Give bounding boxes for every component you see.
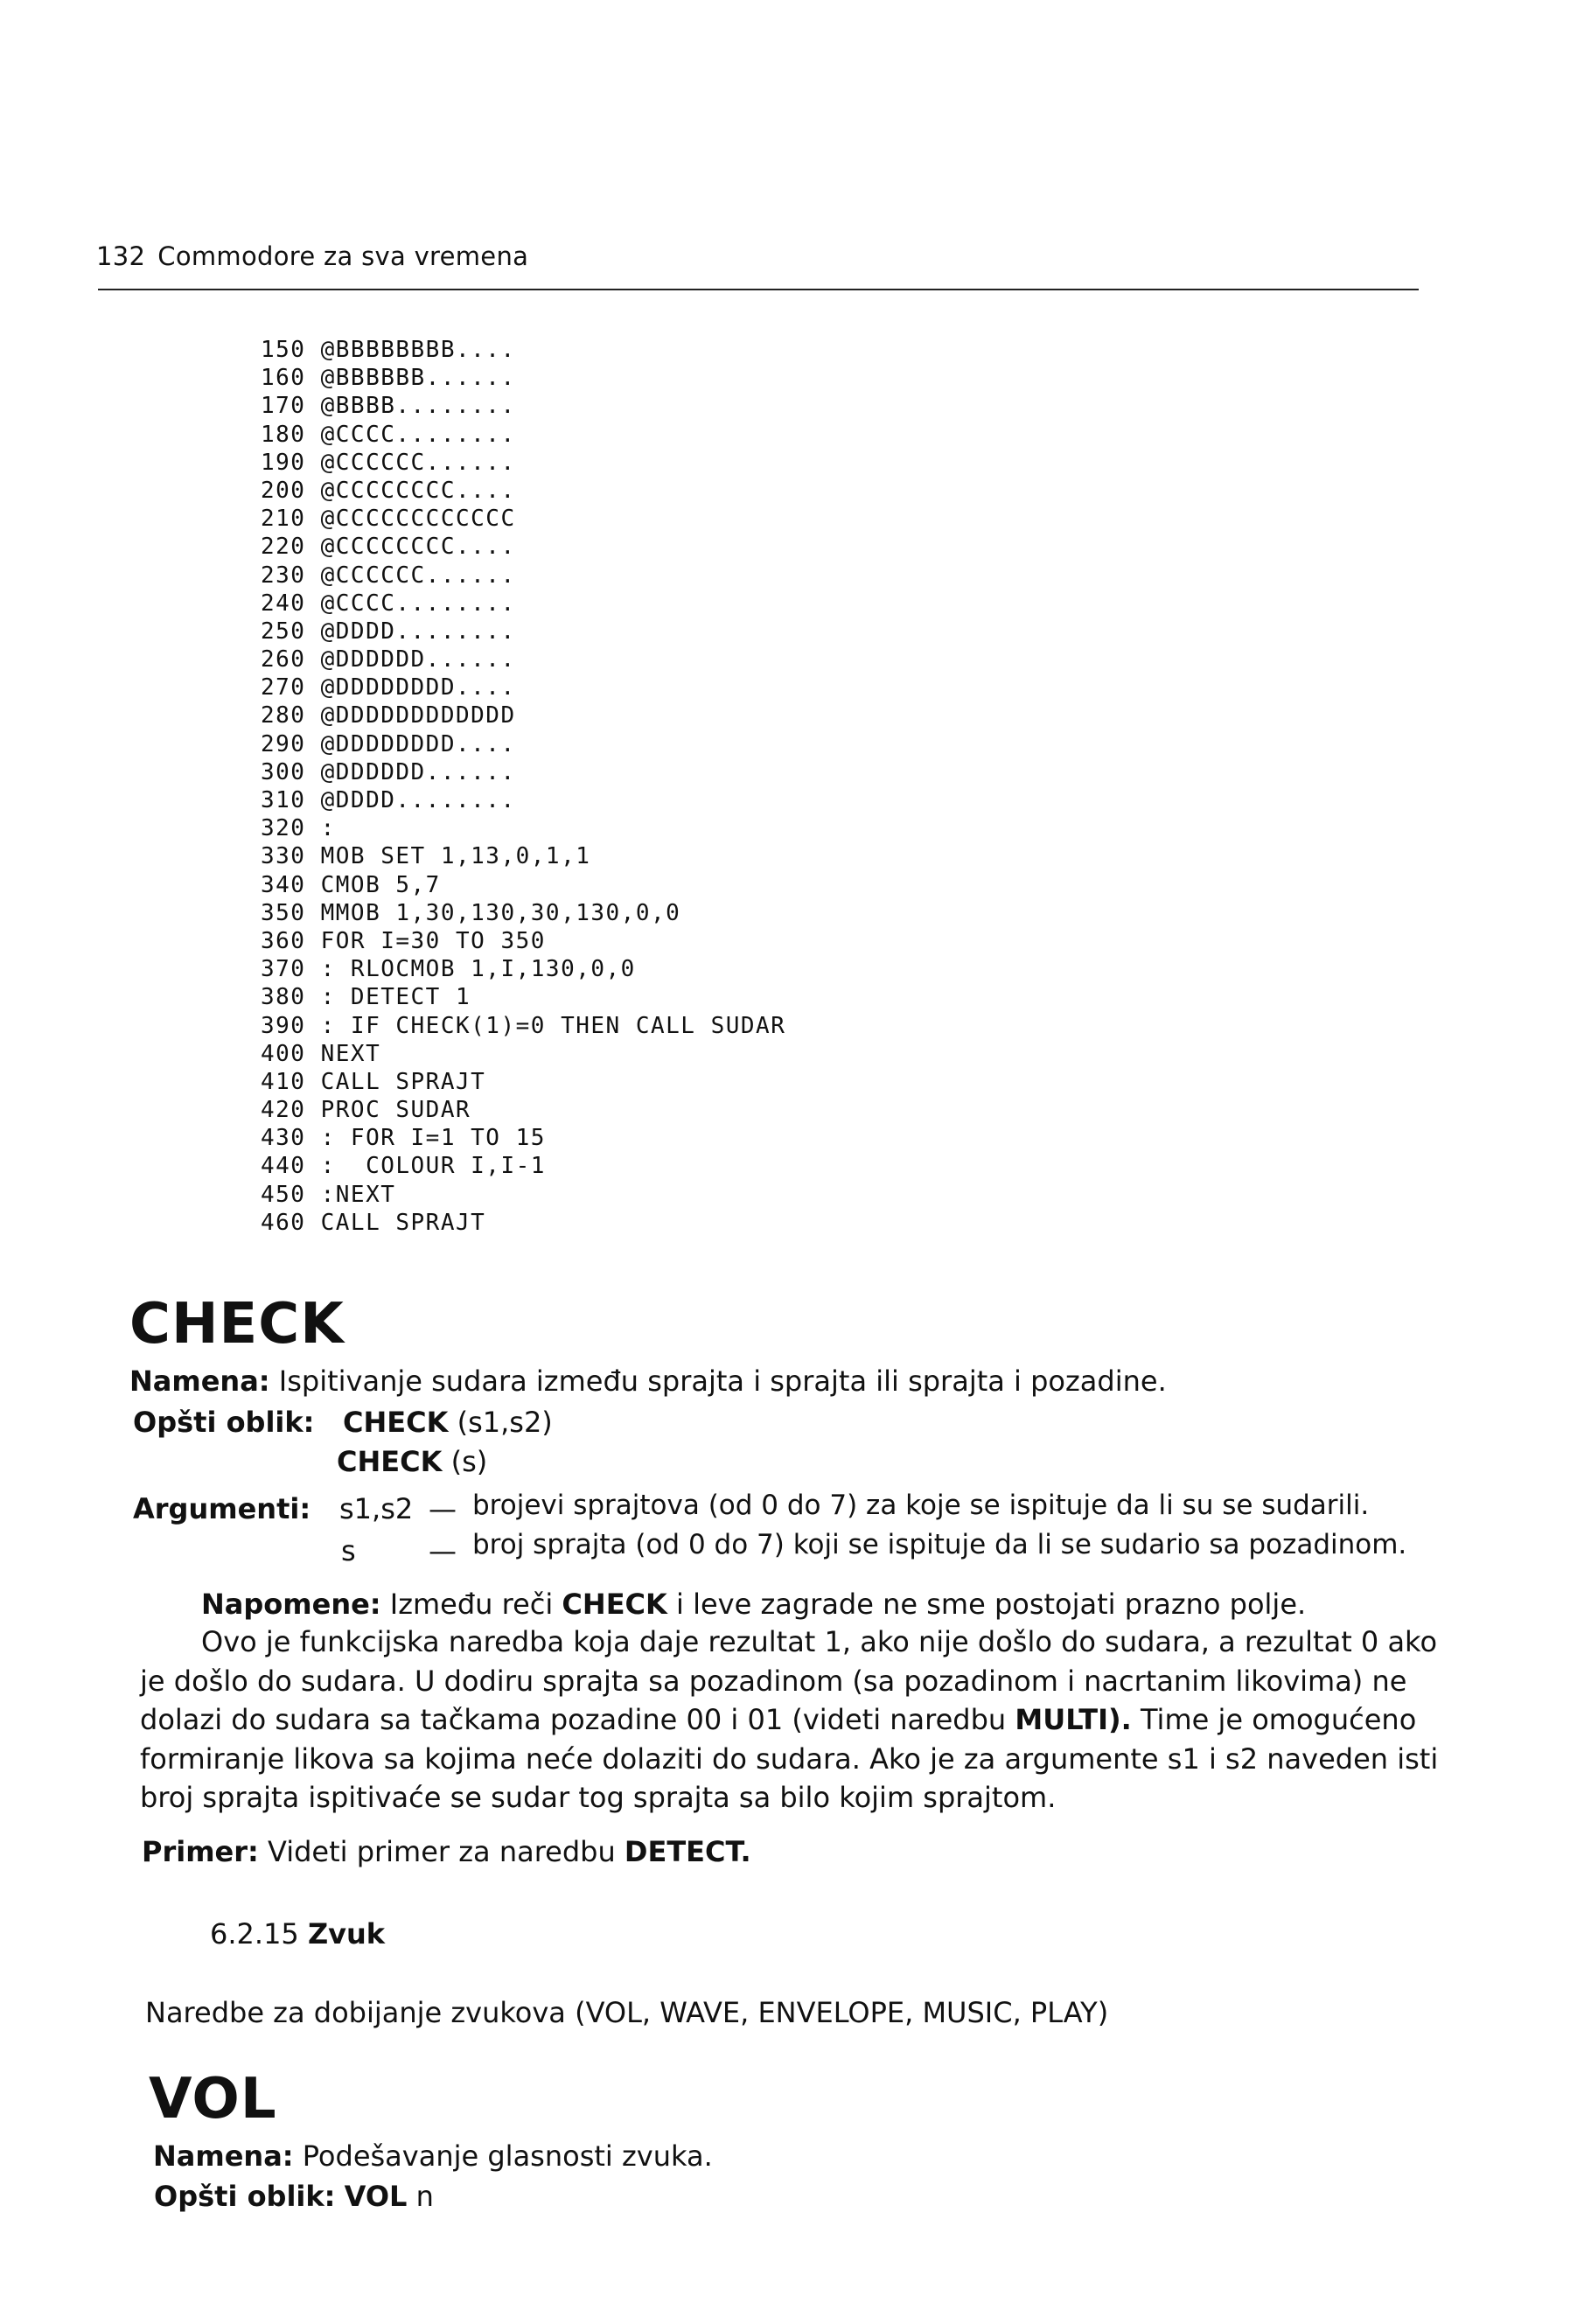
code-line: 410 CALL SPRAJT [261,1068,486,1095]
code-line: 370 : RLOCMOB 1,I,130,0,0 [261,956,636,983]
code-line: 250 @DDDD........ [261,618,516,645]
description-text-pre: Ovo je funkcijska naredba koja daje rezultat 1, ako nije došlo do sudara, a rezultat 0 ako je došlo do sudara. U dodiru sprajta sa pozadinom (sa pozadinom i nacrtanim likovima) ne dolazi do sudara sa tačkama pozadine 00 i 01 (videti naredbu [140,1625,1438,1736]
notes-text-post: i leve zagrade ne sme postojati prazno polje. [676,1588,1307,1621]
arguments-label: Argumenti: [133,1492,311,1525]
vol-purpose [153,2139,713,2173]
purpose-text: Ispitivanje sudara između sprajta i sprajta ili sprajta i pozadine. [278,1364,1167,1398]
code-line: 280 @DDDDDDDDDDDD [261,702,516,729]
notes-text-pre: Između reči [389,1588,554,1621]
notes-label: Napomene: [201,1588,381,1621]
check-general-form [133,1406,314,1439]
code-line: 270 @DDDDDDDD.... [261,674,516,701]
code-line: 170 @BBBB........ [261,393,516,420]
code-line: 460 CALL SPRAJT [261,1209,486,1236]
description-keyword: MULTI). [1015,1703,1132,1736]
code-line: 150 @BBBBBBBB.... [261,337,516,363]
form-keyword: VOL [344,2180,408,2213]
section-intro: Naredbe za dobijanje zvukova (VOL, WAVE, ENVELOPE, MUSIC, PLAY) [145,1996,1109,2029]
code-line: 290 @DDDDDDDD.... [261,730,516,757]
argument-2-dash: — [429,1534,457,1567]
code-line: 400 NEXT [261,1040,381,1067]
code-line: 310 @DDDD........ [261,787,516,813]
vol-heading: VOL [149,2067,277,2132]
page-number: 132 [96,241,146,271]
notes-line [201,1588,1306,1621]
check-form-1 [343,1406,553,1439]
book-title: Commodore za sva vremena [157,241,529,271]
example-label: Primer: [142,1835,259,1868]
form-keyword: CHECK [337,1445,443,1478]
running-header [96,241,1417,271]
vol-general-form [154,2180,434,2213]
code-line: 360 FOR I=30 TO 350 [261,927,546,954]
code-line: 380 : DETECT 1 [261,984,471,1011]
code-line: 320 : [261,815,336,842]
code-line: 440 : COLOUR I,I-1 [261,1153,546,1180]
code-line: 390 : IF CHECK(1)=0 THEN CALL SUDAR [261,1012,786,1039]
code-line: 340 CMOB 5,7 [261,871,441,898]
check-description [140,1623,1456,1818]
code-line: 420 PROC SUDAR [261,1097,471,1124]
code-line: 180 @CCCC........ [261,421,516,448]
example-text: Videti primer za naredbu [268,1835,616,1868]
general-form-label: Opšti oblik: [154,2180,336,2213]
code-line: 160 @BBBBBB...... [261,365,516,392]
form-args: (s) [450,1445,488,1478]
code-line: 240 @CCCC........ [261,590,516,617]
section-title: Zvuk [307,1917,386,1951]
code-line: 350 MMOB 1,30,130,30,130,0,0 [261,899,681,926]
code-line: 450 :NEXT [261,1181,396,1208]
form-args: n [415,2180,434,2213]
check-purpose [129,1364,1167,1398]
code-line: 300 @DDDDDD...... [261,758,516,785]
arguments-label-row [133,1492,311,1525]
form-args: (s1,s2) [457,1406,553,1439]
code-line: 220 @CCCCCCCC.... [261,534,516,561]
argument-2-desc: broj sprajta (od 0 do 7) koji se ispituje da li se sudario sa pozadinom. [472,1529,1407,1560]
code-line: 200 @CCCCCCCC.... [261,477,516,504]
description-text-post: Time je omogućeno formiranje likova sa kojima neće dolaziti do sudara. Ako je za argumente s1 i s2 naveden isti broj sprajta ispitivaće se sudar tog sprajta sa bilo kojim sprajtom. [140,1703,1439,1814]
code-line: 260 @DDDDDD...... [261,646,516,673]
purpose-text: Podešavanje glasnosti zvuka. [302,2139,713,2173]
form-keyword: CHECK [343,1406,449,1439]
code-line: 210 @CCCCCCCCCCCC [261,506,516,533]
section-number: 6.2.15 [210,1917,299,1951]
check-heading: CHECK [129,1292,345,1357]
purpose-label: Namena: [153,2139,294,2173]
example-keyword: DETECT. [624,1835,751,1868]
argument-1-name: s1,s2 [339,1492,414,1525]
code-listing [261,336,785,1237]
notes-keyword: CHECK [562,1588,667,1621]
section-heading [210,1917,385,1951]
general-form-label: Opšti oblik: [133,1406,315,1439]
code-line: 190 @CCCCCC...... [261,449,516,476]
purpose-label: Namena: [129,1364,270,1398]
argument-1-dash: — [429,1492,457,1525]
header-rule [98,289,1419,290]
code-line: 330 MOB SET 1,13,0,1,1 [261,843,591,870]
code-line: 230 @CCCCCC...... [261,562,516,589]
argument-1-desc: brojevi sprajtova (od 0 do 7) za koje se ispituje da li su se sudarili. [472,1490,1370,1521]
code-line: 430 : FOR I=1 TO 15 [261,1125,546,1152]
check-example [142,1835,751,1868]
argument-2-name: s [341,1534,356,1567]
check-form-2 [337,1445,487,1478]
